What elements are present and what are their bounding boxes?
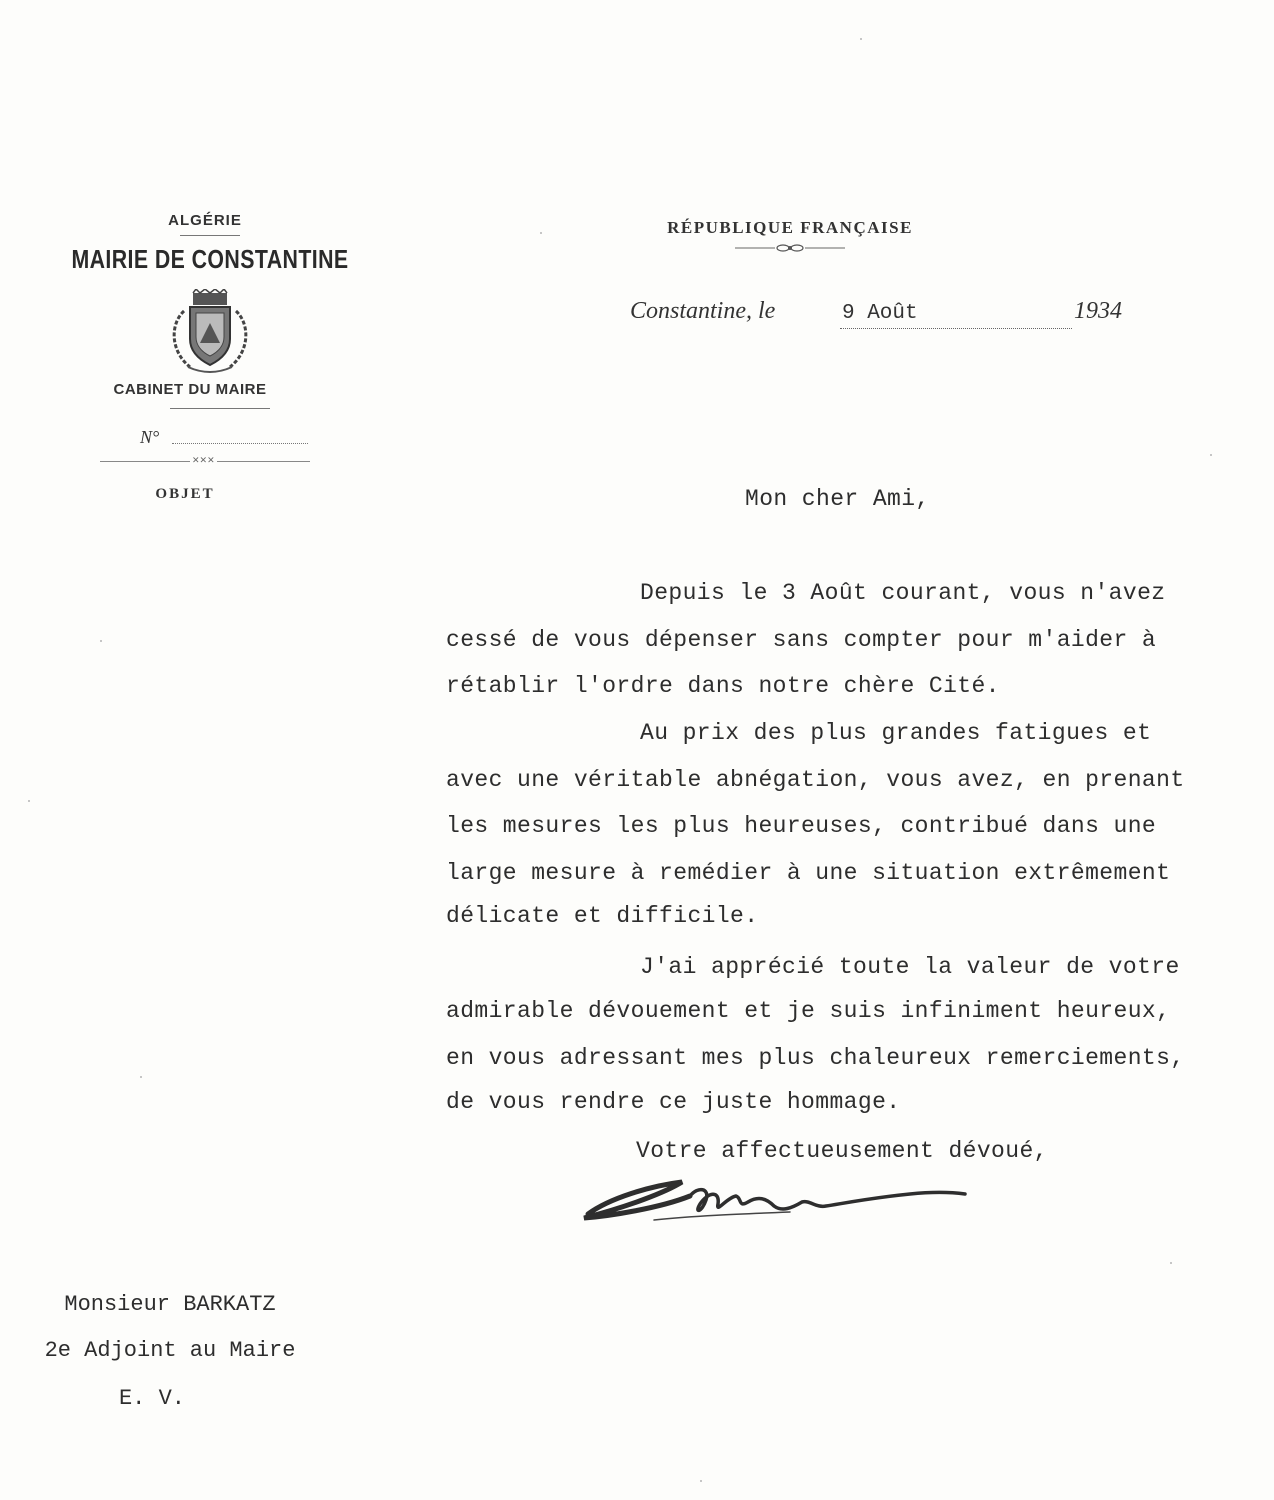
body-line: avec une véritable abnégation, vous avez, en prenant <box>446 767 1185 793</box>
body-line: en vous adressant mes plus chaleureux remerciements, <box>446 1045 1185 1071</box>
body-line: J'ai apprécié toute la valeur de votre <box>640 954 1180 980</box>
dotted-line <box>172 443 308 444</box>
paper-speck <box>1210 454 1212 456</box>
cabinet-heading: CABINET DU MAIRE <box>113 381 267 398</box>
date-place: Constantine, le <box>630 298 776 324</box>
divider <box>170 408 270 409</box>
coat-of-arms-icon <box>160 289 260 375</box>
body-line: rétablir l'ordre dans notre chère Cité. <box>446 673 1000 699</box>
addressee-title: 2e Adjoint au Maire <box>44 1338 296 1363</box>
signature-icon <box>570 1168 980 1228</box>
paper-speck <box>28 800 30 802</box>
letterhead-right <box>580 218 1000 254</box>
body-line: admirable dévouement et je suis infiniment heureux, <box>446 998 1171 1024</box>
body-line: cessé de vous dépenser sans compter pour m'aider à <box>446 627 1157 653</box>
salutation: Mon cher Ami, <box>745 486 930 512</box>
divider <box>180 235 240 236</box>
body-line: large mesure à remédier à une situation extrêmement <box>446 860 1171 886</box>
republic-heading: RÉPUBLIQUE FRANÇAISE <box>667 218 913 237</box>
addressee-suffix: E. V. <box>118 1386 185 1411</box>
body-line: Depuis le 3 Août courant, vous n'avez <box>640 580 1166 606</box>
addressee-name: Monsieur BARKATZ <box>64 1292 276 1317</box>
ornamental-divider <box>100 456 310 466</box>
paper-speck <box>700 1480 702 1482</box>
date-day-month: 9 Août <box>842 302 918 325</box>
body-line: délicate et difficile. <box>446 903 759 929</box>
paper-speck <box>140 1076 142 1078</box>
ornament-icon: ✕✕✕ <box>192 456 215 466</box>
number-label: N° <box>140 427 160 447</box>
institution-heading: MAIRIE DE CONSTANTINE <box>71 244 349 274</box>
reference-number-field <box>140 427 310 447</box>
object-label: OBJET <box>155 486 215 502</box>
body-line: de vous rendre ce juste hommage. <box>446 1089 901 1115</box>
paper-speck <box>540 232 542 234</box>
country-heading: ALGÉRIE <box>168 212 242 229</box>
body-line: Au prix des plus grandes fatigues et <box>640 720 1152 746</box>
paper-speck <box>1170 1262 1172 1264</box>
letterhead-left <box>40 212 380 503</box>
date-year: 1934 <box>1074 298 1122 324</box>
paper-speck <box>860 38 862 40</box>
ornament-icon <box>735 242 845 254</box>
date-line <box>630 298 1140 338</box>
body-line: les mesures les plus heureuses, contribué dans une <box>446 813 1157 839</box>
dotted-line <box>840 328 1072 329</box>
paper-speck <box>100 640 102 642</box>
closing: Votre affectueusement dévoué, <box>636 1138 1048 1164</box>
